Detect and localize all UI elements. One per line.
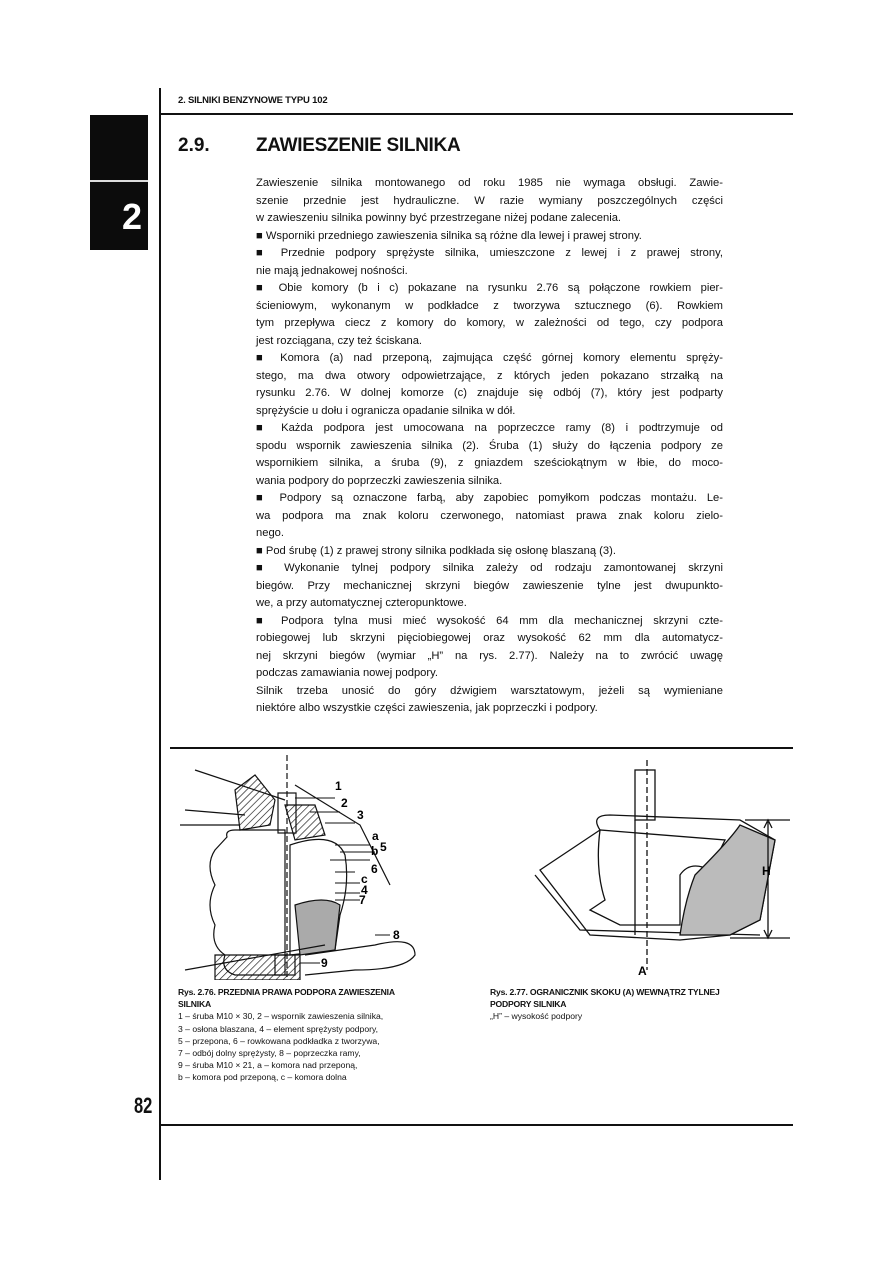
fig277-label-a: A (638, 964, 647, 978)
body-line: wa podpora ma znak koloru czerwonego, natomiast prawa znak koloru zielo- (256, 509, 723, 522)
body-line: we, a przy automatycznej czteropunktowe. (256, 597, 467, 609)
figure-2-77-rear-mount (530, 760, 800, 980)
body-line: wspornikiem silnika, a śruba (9), z gniazdem sześciokątnym w łbie, do moco- (256, 457, 723, 469)
body-line: biegów. Przy mechanicznej skrzyni biegów zawieszenie tylne jest dwupunkto- (256, 579, 723, 592)
body-line: ■ Podpora tylna musi mieć wysokość 64 mm dla mechanicznej skrzyni czte- (256, 614, 723, 627)
body-line: ■ Pod śrubę (1) z prawej strony silnika podkłada się osłonę blaszaną (3). (256, 544, 616, 557)
body-line: ■ Podpory są oznaczone farbą, aby zapobiec pomyłkom podczas montażu. Le- (256, 492, 723, 504)
caption-item: 9 – śruba M10 × 21, a – komora nad przeponą, (178, 1060, 358, 1071)
body-line: niektóre albo wszystkie części zawieszenia, jak poprzeczki i podpory. (256, 702, 598, 714)
fig276-label-1: 1 (335, 779, 342, 793)
body-line: Zawieszenie silnika montowanego od roku 1985 nie wymaga obsługi. Zawie- (256, 177, 723, 189)
caption-item: 7 – odbój dolny sprężysty, 8 – poprzeczka ramy, (178, 1048, 361, 1059)
page-number: 82 (134, 1093, 153, 1118)
body-line: nego. (256, 527, 284, 539)
fig276-label-8: 8 (393, 928, 400, 942)
caption-item: „H” – wysokość podpory (490, 1011, 583, 1022)
body-line: spodu wspornik zawieszenia silnika (2). Śruba (1) służy do łączenia podpory ze (256, 439, 723, 452)
body-line: nie mają jednakowej nośności. (256, 264, 408, 277)
body-line: ■ Wykonanie tylnej podpory silnika zależy od rodzaju zamontowanej skrzyni (256, 562, 723, 574)
header-rule (160, 113, 793, 115)
body-line: sprężyście u dołu i ogranicza opadanie silnika w dół. (256, 404, 516, 417)
fig276-label-c: c (361, 872, 368, 886)
body-line: ścieniowym, wykonanym w podkładce z tworzywa sztucznego (6). Rowkiem (256, 299, 723, 312)
caption-item: 3 – osłona blaszana, 4 – element sprężysty podpory, (178, 1023, 379, 1034)
body-line: jest rozciągana, czy też ściskana. (256, 334, 423, 347)
body-line: stego, ma dwa otwory odpowietrzające, z których jeden pokazano strzałką na (256, 369, 723, 382)
footer-rule (160, 1124, 793, 1126)
body-line: ■ Każda podpora jest umocowana na poprzeczce ramy (8) i podtrzymuje od (256, 422, 723, 434)
chapter-tab (90, 115, 148, 250)
caption-title-line: PODPORY SILNIKA (490, 999, 567, 1010)
body-line: rysunku 2.76. W dolnej komorze (c) znajduje się odbój (7), który jest podparty (256, 387, 723, 399)
body-line: robiegowej lub skrzyni pięciobiegowej oraz wysokość 62 mm dla automatycz- (256, 632, 723, 644)
body-line: w zawieszeniu silnika powinny być przestrzegane niżej podane zalecenia. (256, 212, 622, 224)
body-line: wania podpory do poprzeczki zawieszenia silnika. (256, 474, 503, 487)
fig276-label-7: 7 (359, 893, 366, 907)
body-line: ■ Przednie podpory sprężyste silnika, umieszczone z lewej i z prawej strony, (256, 247, 723, 259)
body-line: nej skrzyni biegów (wymiar „H” na rys. 2.77). Należy na to zwrócić uwagę (256, 649, 723, 662)
fig276-label-2: 2 (341, 796, 348, 810)
margin-rule (159, 88, 161, 1180)
figure-rule (170, 747, 793, 749)
figure-2-76-front-mount (175, 755, 445, 980)
body-line: szenie przednie jest hydrauliczne. W razie wymiany poszczególnych części (256, 194, 723, 207)
body-line: ■ Wsporniki przedniego zawieszenia silnika są różne dla lewej i prawej strony. (256, 229, 642, 242)
body-line: podczas zamawiania nowej podpory. (256, 667, 439, 679)
fig276-label-b: b (371, 844, 379, 858)
figure-2-76-caption (178, 986, 395, 1084)
caption-title-line: Rys. 2.76. PRZEDNIA PRAWA PODPORA ZAWIESZENIA (178, 987, 395, 997)
caption-item: 1 – śruba M10 × 30, 2 – wspornik zawieszenia silnika, (178, 1011, 384, 1022)
fig276-label-4: 4 (361, 883, 368, 897)
fig276-label-3: 3 (357, 808, 364, 822)
caption-item: b – komora pod przeponą, c – komora dolna (178, 1072, 347, 1083)
body-line: ■ Komora (a) nad przeponą, zajmująca część górnej komory elementu spręży- (256, 352, 723, 364)
fig276-label-5: 5 (380, 840, 387, 854)
section-title: ZAWIESZENIE SILNIKA (256, 135, 461, 156)
chapter-tab-divider (90, 180, 148, 182)
body-line: ■ Obie komory (b i c) pokazane na rysunku 2.76 są połączone rowkiem pier- (256, 282, 723, 294)
section-number: 2.9. (178, 135, 210, 156)
caption-item: 5 – przepona, 6 – rowkowana podkładka z tworzywa, (178, 1035, 380, 1046)
chapter-number: 2 (121, 196, 142, 237)
fig277-label-h: H (762, 864, 771, 878)
body-line: tym przepływa ciecz z komory do komory, w zależności od tego, czy podpora (256, 317, 723, 329)
fig276-label-a: a (372, 829, 379, 843)
body-line: Silnik trzeba unosić do góry dźwigiem warsztatowym, jeżeli są wymieniane (256, 684, 723, 697)
figure-2-77-caption (490, 986, 720, 1023)
fig276-label-6: 6 (371, 862, 378, 876)
caption-title-line: Rys. 2.77. OGRANICZNIK SKOKU (A) WEWNĄTRZ TYLNEJ (490, 987, 720, 997)
caption-title-line: SILNIKA (178, 999, 211, 1010)
fig276-label-9: 9 (321, 956, 328, 970)
running-header: 2. SILNIKI BENZYNOWE TYPU 102 (178, 95, 328, 106)
body-text (256, 175, 723, 718)
